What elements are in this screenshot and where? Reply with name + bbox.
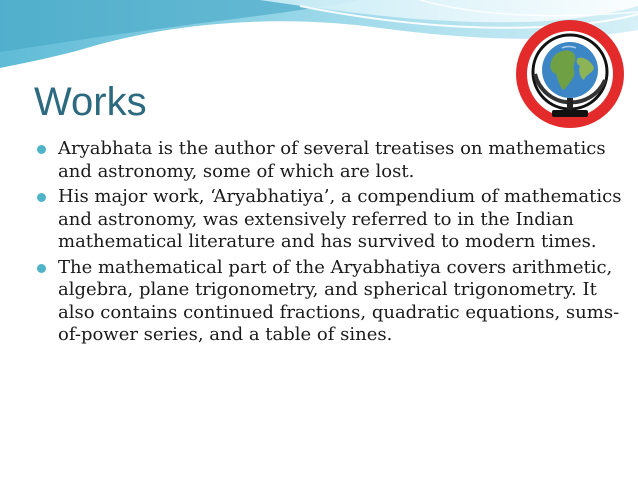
bullet-item [36,186,626,254]
bullet-text: The mathematical part of the Aryabhatiya covers arithmetic, algebra, plane trigonometry, and spherical trigonometry. It also contains continued fractions, quadratic equations, sums-of-power series, and a table of sines. [58,256,620,345]
bullet-dot-icon [37,145,46,154]
bullet-dot-icon [37,264,46,273]
slide-title: Works [34,80,147,124]
bullet-item [36,138,626,183]
bullet-dot-icon [37,193,46,202]
globe-icon [514,18,626,134]
bullet-list [36,138,626,350]
bullet-text: His major work, ‘Aryabhatiya’, a compendium of mathematics and astronomy, was extensively referred to in the Indian mathematical literature and has survived to modern times. [58,186,622,252]
bullet-text: Aryabhata is the author of several treatises on mathematics and astronomy, some of which are lost. [58,138,606,182]
bullet-item [36,257,626,347]
